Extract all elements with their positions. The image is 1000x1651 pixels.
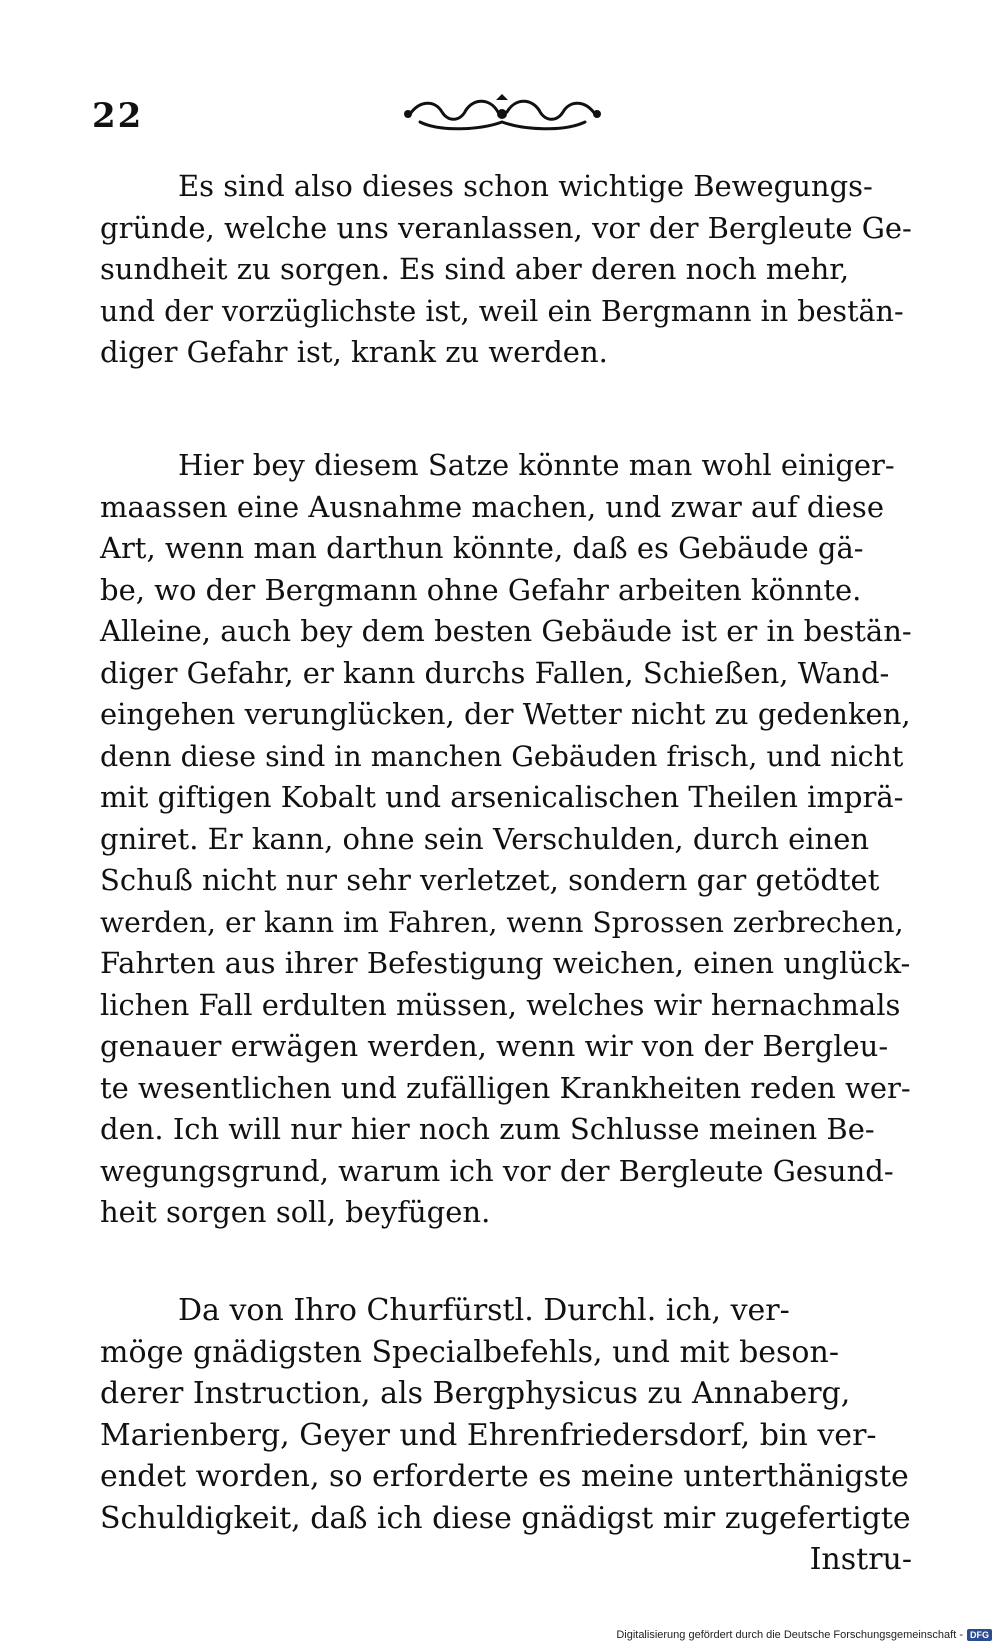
paragraph-2	[100, 445, 912, 1234]
text-line: Alleine, auch bey dem besten Gebäude ist er in bestän-	[100, 614, 912, 648]
text-line: te wesentlichen und zufälligen Krankheiten reden wer-	[100, 1070, 911, 1105]
text-line: diger Gefahr, er kann durchs Fallen, Schießen, Wand-	[100, 655, 890, 690]
text-line: Marienberg, Geyer und Ehrenfriedersdorf, bin ver-	[100, 1417, 877, 1453]
catchword: Instru-	[809, 1542, 912, 1577]
text-line: endet worden, so erforderte es meine unterthänigste	[100, 1459, 909, 1494]
text-line: Schuldigkeit, daß ich diese gnädigst mir zugefertigte	[100, 1500, 911, 1536]
decorative-vignette-icon	[400, 92, 605, 136]
text-line: Hier bey diesem Satze könnte man wohl einiger-	[178, 448, 895, 482]
text-line: werden, er kann im Fahren, wenn Sprossen zerbrechen,	[100, 905, 904, 939]
text-line: Schuß nicht nur sehr verletzet, sondern gar getödtet	[100, 863, 880, 897]
text-line: gründe, welche uns veranlassen, vor der Bergleute Ge-	[100, 210, 912, 245]
page-number: 22	[92, 96, 144, 136]
text-line: eingehen verunglücken, der Wetter nicht zu gedenken,	[100, 697, 911, 731]
text-line: diger Gefahr ist, krank zu werden.	[100, 335, 608, 369]
dfg-logo: DFG	[967, 1629, 992, 1641]
text-line: derer Instruction, als Bergphysicus zu Annaberg,	[100, 1376, 851, 1411]
text-line: möge gnädigsten Specialbefehls, und mit beson-	[100, 1334, 839, 1370]
text-line: wegungsgrund, warum ich vor der Bergleute Gesund-	[100, 1153, 894, 1188]
text-line: Da von Ihro Churfürstl. Durchl. ich, ver-	[178, 1293, 790, 1328]
paragraph-1	[100, 166, 912, 374]
text-line: lichen Fall erdulten müssen, welches wir hernachmals	[100, 987, 901, 1022]
text-line: Fahrten aus ihrer Befestigung weichen, einen unglück-	[100, 946, 911, 980]
text-line: mit giftigen Kobalt und arsenicalischen Theilen imprä-	[100, 780, 904, 814]
text-line: heit sorgen soll, beyfügen.	[100, 1195, 491, 1229]
paragraph-3	[100, 1290, 912, 1581]
text-line: und der vorzüglichste ist, weil ein Bergmann in bestän-	[100, 293, 904, 328]
text-line: Es sind also dieses schon wichtige Bewegungs-	[178, 169, 873, 203]
text-line: maassen eine Ausnahme machen, und zwar auf diese	[100, 489, 884, 524]
text-line: sundheit zu sorgen. Es sind aber deren noch mehr,	[100, 252, 850, 286]
text-line: be, wo der Bergmann ohne Gefahr arbeiten könnte.	[100, 572, 862, 607]
digitization-credit	[616, 1627, 992, 1643]
footer-credit-text: Digitalisierung gefördert durch die Deutsche Forschungsgemeinschaft -	[616, 1629, 963, 1641]
text-line: den. Ich will nur hier noch zum Schlusse meinen Be-	[100, 1112, 875, 1146]
text-line: denn diese sind in manchen Gebäuden frisch, und nicht	[100, 739, 904, 773]
text-line: genauer erwägen werden, wenn wir von der Bergleu-	[100, 1029, 889, 1063]
text-line: gniret. Er kann, ohne sein Verschulden, durch einen	[100, 821, 870, 856]
text-line: Art, wenn man darthun könnte, daß es Gebäude gä-	[100, 531, 864, 565]
